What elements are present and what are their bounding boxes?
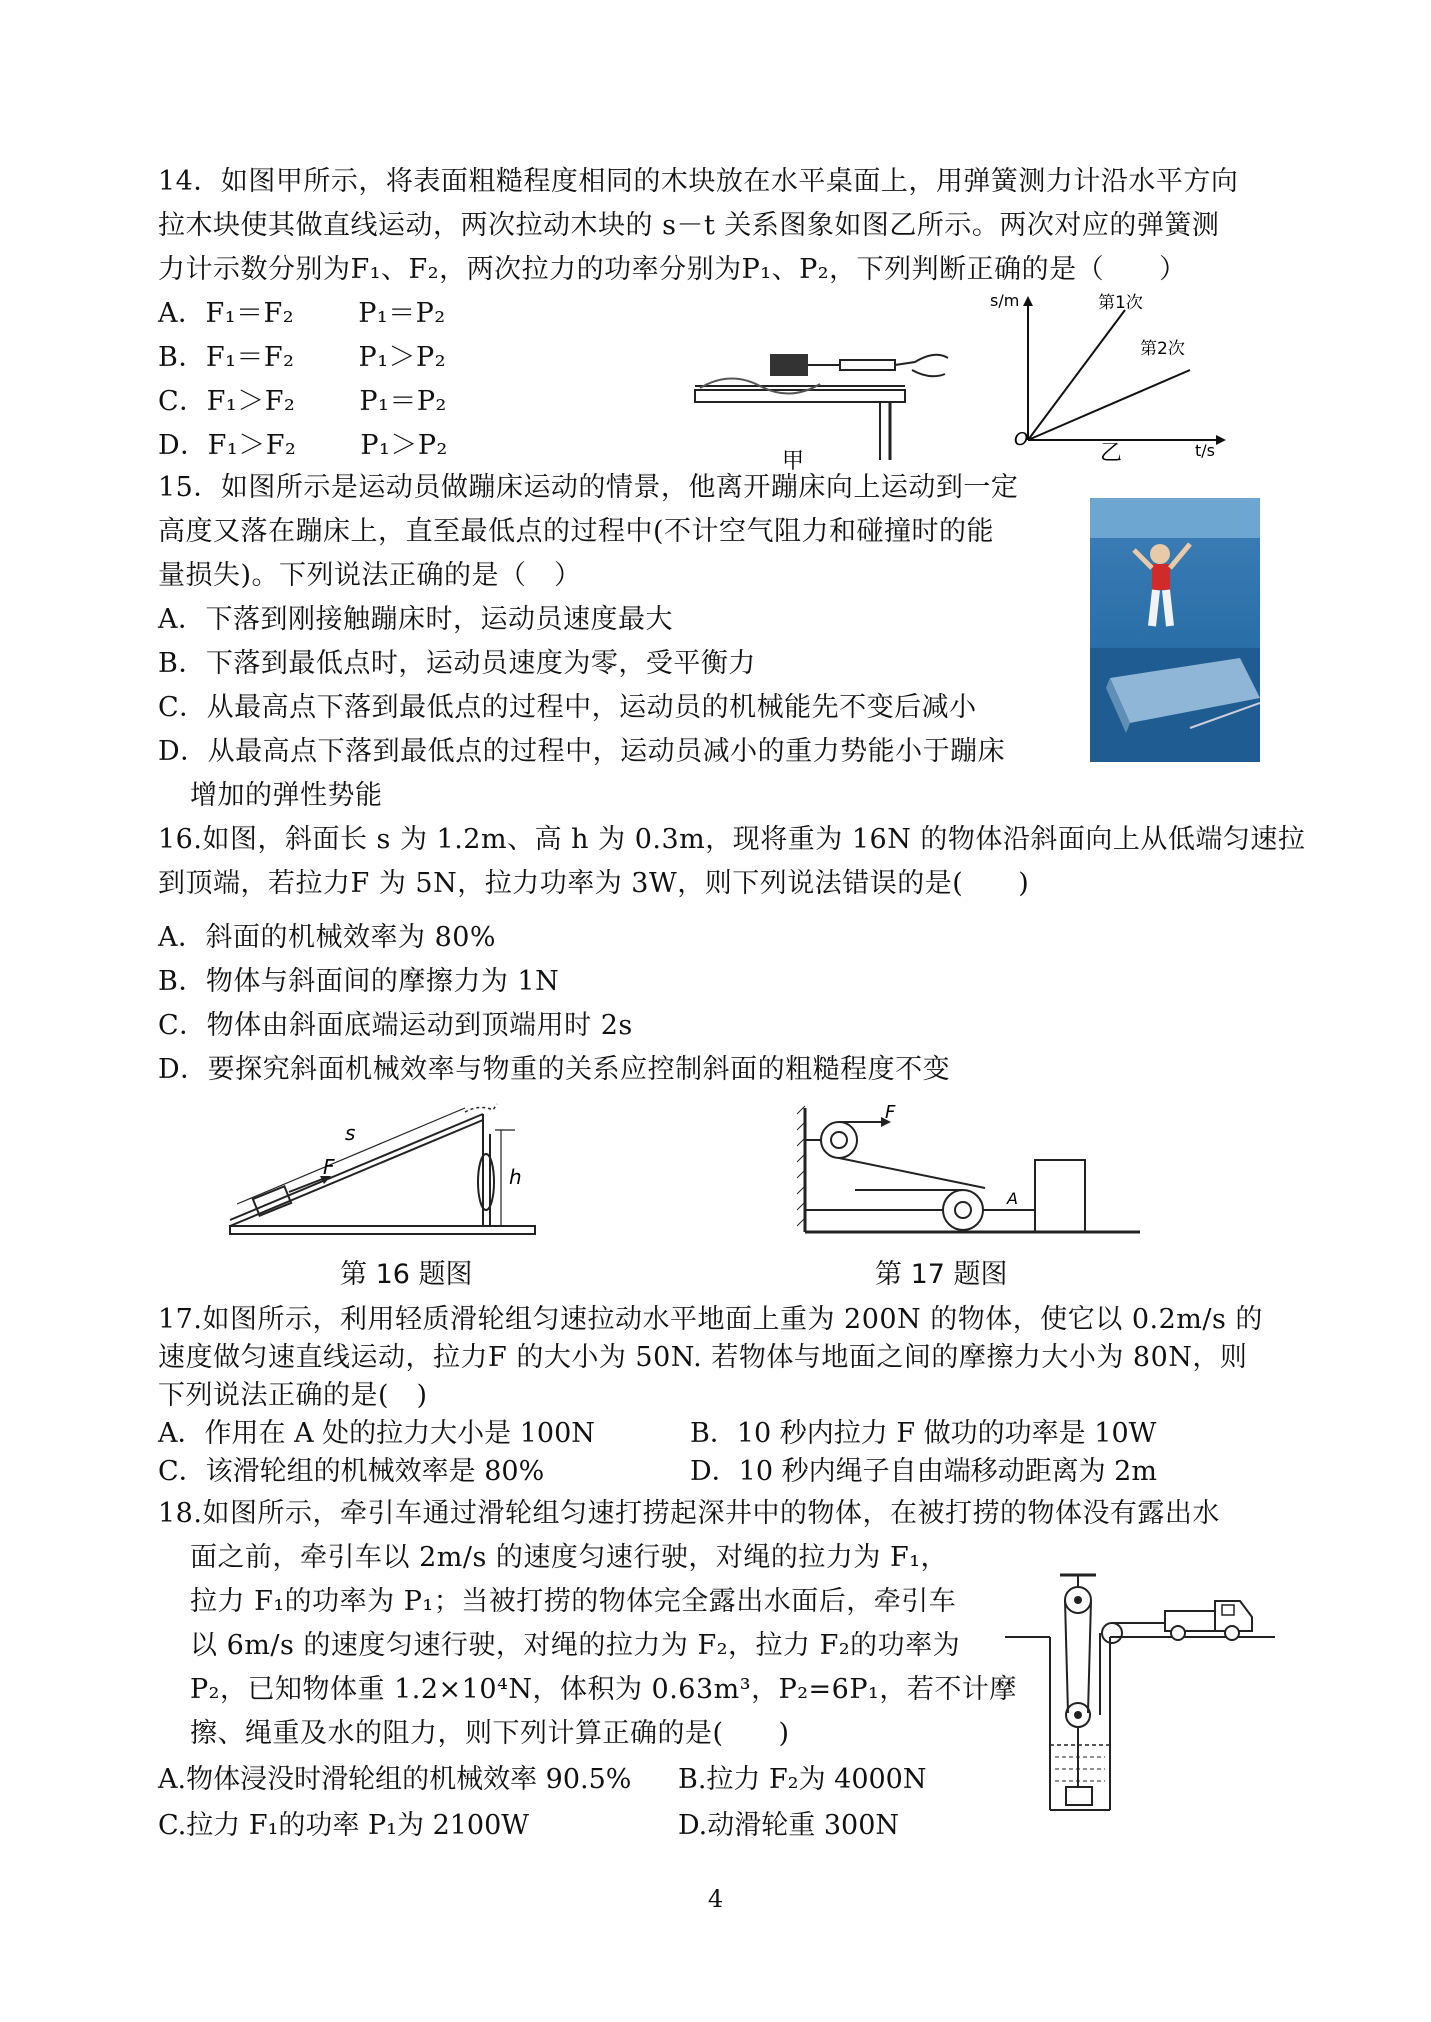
- q14-option-d: D．F₁＞F₂ P₁＞P₂: [158, 430, 448, 461]
- q14-option-c: C．F₁＞F₂ P₁＝P₂: [158, 386, 447, 417]
- q14-graph-y-label: s/m: [990, 291, 1020, 310]
- q14-graph-yi: [990, 290, 1250, 465]
- q18-stem-line-3: 拉力 F₁的功率为 P₁；当被打捞的物体完全露出水面后，牵引车: [190, 1586, 957, 1617]
- q15-trampoline-photo: [1090, 498, 1260, 762]
- q18-option-d: D.动滑轮重 300N: [678, 1810, 900, 1841]
- q16-label-s: s: [345, 1121, 356, 1145]
- q16-incline-figure: [225, 1100, 545, 1240]
- q14-graph-x-label: t/s: [1195, 441, 1215, 460]
- q16-label-h: h: [509, 1165, 522, 1189]
- q17-option-b: B．10 秒内拉力 F 做功的功率是 10W: [690, 1418, 1157, 1449]
- q15-option-d-continued: 增加的弹性势能: [190, 780, 383, 811]
- q18-option-a: A.物体浸没时滑轮组的机械效率 90.5%: [158, 1764, 632, 1795]
- q15-stem-line-3: 量损失)。下列说法正确的是（ ）: [158, 560, 582, 591]
- q17-option-c: C．该滑轮组的机械效率是 80%: [158, 1456, 545, 1487]
- q17-label-A: A: [1007, 1189, 1018, 1208]
- q17-label-F: F: [885, 1102, 896, 1123]
- q16-stem-line-2: 到顶端，若拉力F 为 5N，拉力功率为 3W，则下列说法错误的是( ): [158, 868, 1030, 899]
- q18-stem-line-6: 擦、绳重及水的阻力，则下列计算正确的是( ): [190, 1718, 790, 1749]
- q14-graph-line-1: [1028, 310, 1125, 440]
- q14-stem-line-3: 力计示数分别为F₁、F₂，两次拉力的功率分别为P₁、P₂，下列判断正确的是（ ）: [158, 254, 1187, 285]
- q16-stem-line-1: 16.如图，斜面长 s 为 1.2m、高 h 为 0.3m，现将重为 16N 的物体沿斜面向上从低端匀速拉: [158, 824, 1306, 855]
- q17-pulley-figure: [795, 1100, 1145, 1240]
- q14-stem-line-2: 拉木块使其做直线运动，两次拉动木块的 s－t 关系图象如图乙所示。两次对应的弹簧测: [158, 210, 1220, 241]
- q16-figure-caption: 第 16 题图: [340, 1259, 473, 1290]
- q18-stem-line-4: 以 6m/s 的速度匀速行驶，对绳的拉力为 F₂，拉力 F₂的功率为: [190, 1630, 961, 1661]
- q18-well-truck-figure: [1000, 1565, 1280, 1815]
- q16-option-b: B．物体与斜面间的摩擦力为 1N: [158, 966, 560, 997]
- q18-stem-line-5: P₂，已知物体重 1.2×10⁴N，体积为 0.63m³，P₂=6P₁，若不计摩: [190, 1674, 1017, 1705]
- q15-stem-line-1: 15．如图所示是运动员做蹦床运动的情景，他离开蹦床向上运动到一定: [158, 472, 1019, 503]
- q14-graph-caption: 乙: [1100, 441, 1123, 465]
- q17-figure-caption: 第 17 题图: [875, 1259, 1008, 1290]
- q14-figure-jia: [690, 340, 950, 470]
- q15-option-b: B．下落到最低点时，运动员速度为零，受平衡力: [158, 648, 756, 679]
- q16-label-F: F: [323, 1155, 335, 1179]
- q14-graph-line-2-label: 第2次: [1140, 339, 1185, 359]
- q14-graph-line-2: [1028, 370, 1190, 440]
- q16-option-d: D．要探究斜面机械效率与物重的关系应控制斜面的粗糙程度不变: [158, 1054, 951, 1085]
- q17-stem-line-3: 下列说法正确的是( ): [158, 1380, 428, 1411]
- q15-option-d: D．从最高点下落到最低点的过程中，运动员减小的重力势能小于蹦床: [158, 736, 1006, 767]
- q14-graph-line-1-label: 第1次: [1098, 293, 1143, 313]
- page-number: 4: [707, 1885, 724, 1913]
- q16-option-a: A．斜面的机械效率为 80%: [158, 922, 497, 953]
- q15-stem-line-2: 高度又落在蹦床上，直至最低点的过程中(不计空气阻力和碰撞时的能: [158, 516, 995, 547]
- q18-stem-line-2: 面之前，牵引车以 2m/s 的速度匀速行驶，对绳的拉力为 F₁，: [190, 1542, 949, 1573]
- q18-stem-line-1: 18.如图所示，牵引车通过滑轮组匀速打捞起深井中的物体，在被打捞的物体没有露出水: [158, 1498, 1220, 1529]
- q18-option-c: C.拉力 F₁的功率 P₁为 2100W: [158, 1810, 530, 1841]
- q17-stem-line-2: 速度做匀速直线运动，拉力F 的大小为 50N. 若物体与地面之间的摩擦力大小为 80N，则: [158, 1342, 1248, 1373]
- q14-graph-origin: O: [1014, 429, 1029, 450]
- q14-stem-line-1: 14．如图甲所示，将表面粗糙程度相同的木块放在水平桌面上，用弹簧测力计沿水平方向: [158, 166, 1239, 197]
- q17-option-d: D．10 秒内绳子自由端移动距离为 2m: [690, 1456, 1157, 1487]
- q15-option-a: A．下落到刚接触蹦床时，运动员速度最大: [158, 604, 673, 635]
- q14-option-a: A．F₁＝F₂ P₁＝P₂: [158, 298, 446, 329]
- q14-option-b: B．F₁＝F₂ P₁＞P₂: [158, 342, 447, 373]
- q17-stem-line-1: 17.如图所示，利用轻质滑轮组匀速拉动水平地面上重为 200N 的物体，使它以 0.2m/s 的: [158, 1304, 1263, 1335]
- q15-option-c: C．从最高点下落到最低点的过程中，运动员的机械能先不变后减小: [158, 692, 977, 723]
- q18-option-b: B.拉力 F₂为 4000N: [678, 1764, 927, 1795]
- q16-option-c: C．物体由斜面底端运动到顶端用时 2s: [158, 1010, 633, 1041]
- q17-option-a: A．作用在 A 处的拉力大小是 100N: [158, 1418, 595, 1449]
- q14-figure-jia-label: 甲: [782, 449, 805, 470]
